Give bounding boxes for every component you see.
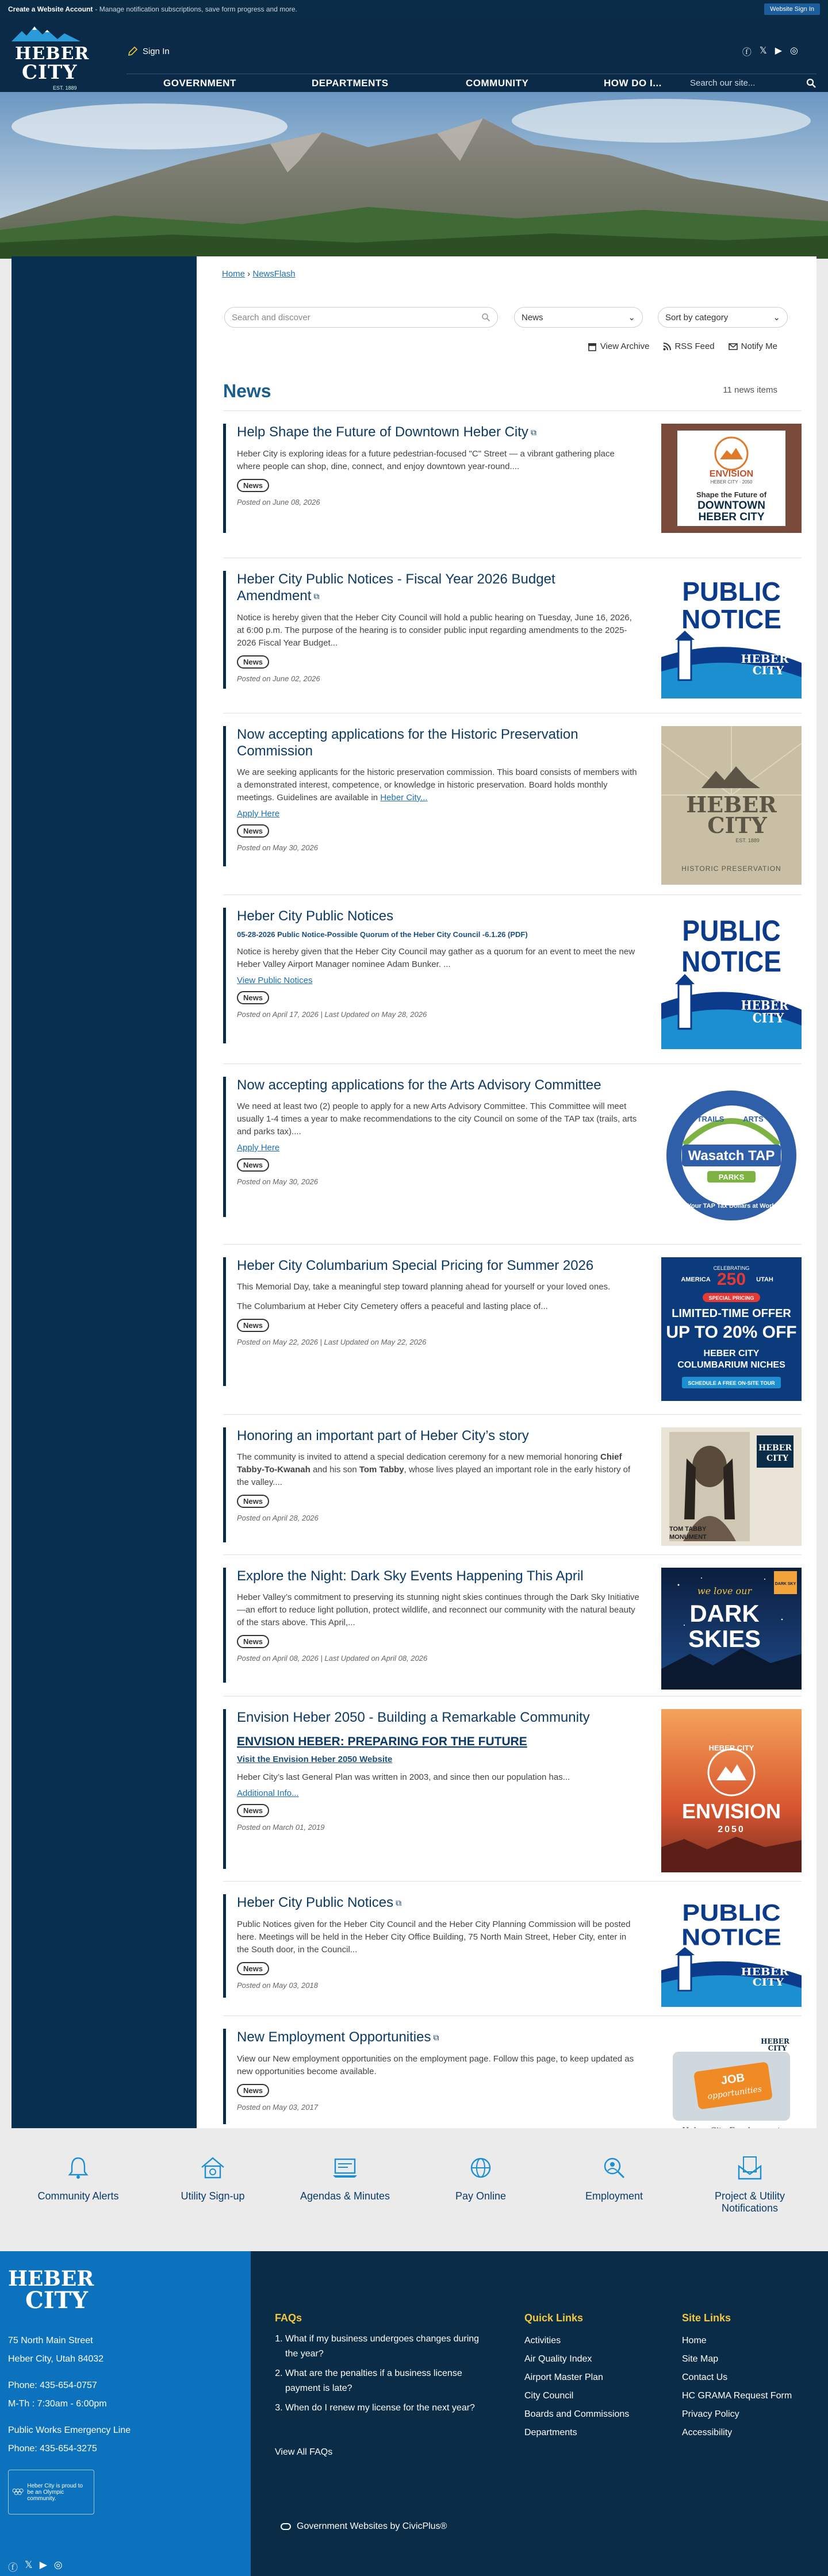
mountain-landscape-image: [0, 92, 828, 259]
news-item: [223, 1064, 802, 1244]
news-thumbnail[interactable]: [661, 1427, 802, 1546]
news-thumbnail[interactable]: [661, 424, 802, 533]
col-c3: 250: [716, 1270, 746, 1289]
news-item: [223, 895, 802, 1064]
apply-here-link[interactable]: Apply Here: [237, 1143, 280, 1153]
env-e3: 2050: [718, 1825, 745, 1834]
site-search[interactable]: [690, 78, 816, 89]
quick-link[interactable]: Departments: [524, 2428, 577, 2437]
project-utility-notifications-label: Project & Utility Notifications: [714, 2190, 785, 2214]
news-item: [223, 558, 802, 713]
nav-departments[interactable]: DEPARTMENTS: [312, 77, 389, 89]
category-select-value: News: [522, 312, 543, 323]
thumb-line-3: HEBER CITY: [698, 511, 765, 523]
env-e2: ENVISION: [681, 1799, 781, 1823]
quick-link[interactable]: Activities: [524, 2336, 561, 2345]
tabby-name-1: TOM TABBY: [669, 1526, 707, 1533]
footer-hours: M-Th : 7:30am - 6:00pm: [8, 2399, 107, 2409]
tap-main: Wasatch TAP: [688, 1148, 775, 1164]
external-link-icon: ⧉: [530, 428, 536, 437]
instagram-icon[interactable]: ◎: [790, 46, 798, 56]
news-item: [223, 1696, 802, 1881]
news-item-title-text[interactable]: New Employment Opportunities: [237, 2029, 431, 2045]
project-utility-notifications-button[interactable]: [698, 2153, 802, 2214]
col-c5: SPECIAL PRICING: [708, 1295, 754, 1301]
archive-icon: [588, 342, 597, 351]
job-j1: JOB: [720, 2071, 746, 2087]
news-tag[interactable]: News: [237, 1158, 269, 1172]
instagram-icon[interactable]: ◎: [53, 2559, 63, 2570]
item-accent-bar: [223, 1427, 226, 1542]
website-sign-in-button[interactable]: Website Sign In: [764, 3, 820, 15]
news-item-title-text[interactable]: Heber City Public Notices: [237, 1895, 394, 1910]
breadcrumb-current[interactable]: NewsFlash: [252, 269, 296, 279]
notice-line-2: NOTICE: [681, 1924, 781, 1951]
logo-est-text: EST. 1889: [53, 85, 77, 91]
nav-community[interactable]: COMMUNITY: [466, 77, 529, 89]
employment-button[interactable]: [562, 2153, 666, 2202]
thumb-brand-text: ENVISION: [709, 469, 754, 479]
site-header: [0, 18, 828, 92]
news-item: [223, 713, 802, 895]
news-thumbnail[interactable]: [661, 1709, 802, 1872]
footer-social-links: [8, 2559, 63, 2574]
news-thumbnail[interactable]: [661, 1568, 802, 1690]
col-c8: HEBER CITY: [703, 1349, 760, 1358]
youtube-icon[interactable]: ▶: [39, 2559, 47, 2570]
logo-heber-text: HEBER: [15, 44, 90, 64]
apply-here-link[interactable]: Apply Here: [237, 809, 280, 819]
posted-date: Posted on June 02, 2026: [237, 674, 320, 684]
faq-link[interactable]: 2. What are the penalties if a business license payment is late?: [285, 2366, 493, 2396]
site-link[interactable]: Accessibility: [682, 2428, 733, 2437]
posted-date: Posted on April 28, 2026: [237, 1514, 319, 1522]
bell-icon: [64, 2153, 93, 2182]
news-item-body: View our New employment opportunities on the employment page. Follow this page, to keep updated as new opportunities become available.: [237, 2054, 634, 2077]
notice-line-1: PUBLIC: [682, 915, 781, 948]
site-link[interactable]: HC GRAMA Request Form: [682, 2391, 792, 2401]
news-item-title[interactable]: Now accepting applications for the Arts Advisory Committee: [237, 1077, 601, 1093]
facebook-icon[interactable]: ⓕ: [8, 2562, 18, 2573]
wasatch-tap-image: [661, 1077, 802, 1234]
additional-info-link[interactable]: Additional Info...: [237, 1788, 299, 1798]
news-item-body: [237, 766, 639, 804]
news-tag[interactable]: News: [237, 1319, 269, 1332]
historic-preservation-image: [661, 726, 802, 885]
faqs-heading[interactable]: FAQs: [275, 2312, 302, 2324]
hp-line-2: CITY: [707, 812, 767, 838]
rss-icon: [663, 343, 671, 351]
breadcrumb-home[interactable]: Home: [222, 269, 246, 279]
olympic-text: Heber City is proud to be an Olympic community.: [27, 2482, 83, 2502]
news-item-title-text[interactable]: Heber City Public Notices - Fiscal Year 2026 Budget Amendment: [237, 571, 555, 604]
news-item-body: We need at least two (2) people to apply for a new Arts Advisory Committee. This Committee will meet usually 1-4 times a year to make recommendations to the city Council on some of the TAP tax (trails, arts and parks tax)....: [237, 1101, 637, 1137]
item-accent-bar: [223, 1709, 226, 1869]
news-item-body: Public Notices given for the Heber City Council and the Heber City Planning Commission will be posted here. Meetings will be held in the Heber City Office Building, 75 North Main Street, Heber City, enter in the South door, in the Council...: [237, 1919, 631, 1955]
news-item-title[interactable]: Honoring an important part of Heber City’s story: [237, 1428, 529, 1444]
site-links-heading[interactable]: Site Links: [682, 2312, 731, 2324]
thumb-brand-sub: HEBER CITY · 2050: [710, 479, 753, 485]
footer-faqs: [275, 2309, 493, 2462]
col-c9: COLUMBARIUM NICHES: [677, 1360, 785, 1370]
news-thumbnail[interactable]: [661, 571, 802, 698]
view-archive-link[interactable]: [588, 341, 650, 351]
news-thumbnail[interactable]: [661, 2029, 802, 2139]
public-notice-image: [661, 908, 802, 1049]
notice-city-1: HEBER: [741, 1966, 789, 1978]
external-link-icon: ⧉: [396, 1898, 402, 1908]
posted-date: Posted on April 17, 2026 | Last Updated on May 28, 2026: [237, 1010, 427, 1019]
main-content: [197, 256, 816, 2128]
community-alerts-button[interactable]: [26, 2153, 130, 2202]
notice-line-2: NOTICE: [681, 945, 781, 978]
thumb-line-2: DOWNTOWN: [697, 500, 765, 512]
news-item: [223, 2016, 802, 2128]
civicplus-credit[interactable]: [279, 2521, 447, 2532]
news-item-title[interactable]: [237, 424, 639, 441]
footer-quick-links: [524, 2309, 629, 2442]
news-count: 11 news items: [723, 385, 777, 395]
public-works-phone[interactable]: Phone: 435-654-3275: [8, 2444, 97, 2454]
col-c7: UP TO 20% OFF: [666, 1323, 797, 1342]
pay-online-button[interactable]: [429, 2153, 532, 2202]
header-social-links: [742, 45, 798, 58]
pay-online-label: Pay Online: [455, 2190, 507, 2202]
news-item-title[interactable]: Explore the Night: Dark Sky Events Happening This April: [237, 1568, 584, 1584]
news-thumbnail[interactable]: [661, 726, 802, 885]
news-thumbnail[interactable]: [661, 1257, 802, 1401]
chevron-down-icon: ⌄: [628, 313, 635, 323]
address-line-2: Heber City, Utah 84032: [8, 2354, 104, 2364]
tap-trails: TRAILS: [697, 1115, 724, 1123]
notice-line-1: PUBLIC: [682, 577, 781, 606]
site-footer: [0, 2251, 828, 2576]
posted-date: Posted on May 30, 2026: [237, 1177, 318, 1186]
news-item-body: Heber City is exploring ideas for a future pedestrian-focused "C" Street — a vibrant gathering place where people can shop, dine, connect, and enjoy downtown year-round....: [237, 449, 615, 472]
hp-est: EST. 1889: [735, 838, 760, 843]
civicplus-logo-icon: [279, 2523, 292, 2531]
account-bar-description: - Manage notification subscriptions, save form progress and more.: [95, 5, 297, 13]
page-wrapper: [12, 256, 816, 2128]
news-item-body: [237, 1451, 639, 1489]
news-item-title[interactable]: Heber City Public Notices: [237, 908, 394, 924]
globe-icon: [466, 2153, 495, 2182]
posted-date: Posted on May 03, 2018: [237, 1981, 318, 1990]
guidelines-link[interactable]: Heber City...: [380, 793, 428, 803]
body-part-a: The community is invited to attend a special dedication ceremony for a new memorial honoring: [237, 1452, 600, 1462]
tom-tabby-monument-image: [661, 1427, 802, 1546]
news-tag[interactable]: News: [237, 824, 269, 838]
site-link[interactable]: Privacy Policy: [682, 2409, 739, 2419]
tap-parks: PARKS: [718, 1173, 745, 1181]
view-public-notices-link[interactable]: View Public Notices: [237, 976, 313, 985]
public-notice-pdf-link[interactable]: 05-28-2026 Public Notice-Possible Quorum of the Heber City Council -6.1.26 (PDF): [237, 930, 528, 939]
tom-tabby-name: Tom Tabby: [359, 1465, 404, 1475]
news-tools: [588, 341, 777, 351]
notice-city-1: HEBER: [741, 652, 789, 666]
col-c10: SCHEDULE A FREE ON-SITE TOUR: [688, 1380, 775, 1386]
posted-date: Posted on May 30, 2026: [237, 843, 318, 852]
col-c4: UTAH: [756, 1276, 773, 1283]
view-archive-label: View Archive: [600, 341, 650, 351]
breadcrumb: [222, 269, 296, 279]
notice-line-1: PUBLIC: [682, 1900, 781, 1926]
olympic-rings-icon: [12, 2483, 24, 2501]
rss-feed-link[interactable]: [663, 341, 714, 351]
account-bar: [0, 0, 828, 18]
public-works-label: Public Works Emergency Line: [8, 2425, 131, 2435]
news-thumbnail[interactable]: [661, 908, 802, 1049]
notice-city-2: CITY: [752, 1976, 784, 1988]
envision-heading-link[interactable]: ENVISION HEBER: PREPARING FOR THE FUTURE: [237, 1735, 527, 1748]
col-c6: LIMITED-TIME OFFER: [672, 1307, 791, 1320]
col-c2: AMERICA: [681, 1276, 711, 1283]
news-item-body: This Memorial Day, take a meaningful step toward planning ahead for yourself or your loved ones.: [237, 1282, 611, 1292]
posted-date: Posted on May 22, 2026 | Last Updated on May 22, 2026: [237, 1338, 427, 1346]
footer-contact: [0, 2251, 251, 2576]
env-e1: HEBER CITY: [708, 1744, 754, 1752]
notify-icon: [729, 342, 738, 351]
public-notice-image: [661, 1894, 802, 2007]
sign-in-label: Sign In: [143, 46, 170, 56]
job-j2: opportunities: [707, 2084, 763, 2102]
news-search-placeholder: Search and discover: [232, 312, 310, 323]
view-all-faqs-link[interactable]: View All FAQs: [275, 2447, 333, 2457]
nav-government[interactable]: GOVERNMENT: [163, 77, 236, 89]
x-twitter-icon[interactable]: 𝕏: [759, 46, 767, 56]
address-line-1: 75 North Main Street: [8, 2336, 93, 2345]
footer-logo[interactable]: [8, 2268, 243, 2312]
dark-skies-image: [661, 1568, 802, 1690]
news-item: [223, 410, 802, 558]
notify-me-link[interactable]: [729, 341, 777, 351]
item-accent-bar: [223, 424, 226, 533]
sort-select[interactable]: [658, 307, 788, 328]
laptop-icon: [331, 2153, 359, 2182]
footer-site-links: [682, 2309, 792, 2442]
youtube-icon[interactable]: ▶: [775, 46, 783, 56]
job-opportunities-image: [661, 2029, 802, 2139]
hp-sub: HISTORIC PRESERVATION: [681, 865, 781, 873]
news-item: [223, 1414, 802, 1554]
notice-city-1: HEBER: [758, 1444, 792, 1453]
mountain-logo-icon: [12, 25, 80, 43]
news-thumbnail[interactable]: [661, 1077, 802, 1234]
footer-phone[interactable]: Phone: 435-654-0757: [8, 2381, 97, 2390]
main-nav: [126, 74, 816, 92]
news-tag[interactable]: News: [237, 991, 269, 1004]
downtown-heber-image: [661, 424, 802, 533]
logo-city-text: CITY: [22, 61, 78, 84]
olympic-badge: [8, 2470, 94, 2514]
chevron-down-icon: ⌄: [773, 313, 780, 323]
notice-city-2: CITY: [752, 663, 784, 677]
quick-access-bar: [0, 2128, 828, 2251]
notice-city-1: HEBER: [741, 997, 789, 1013]
faq-link[interactable]: 1. What if my business undergoes changes during the year?: [285, 2332, 493, 2362]
magnifier-person-icon: [600, 2153, 628, 2182]
sign-in-link[interactable]: [128, 46, 170, 56]
news-item: [223, 1881, 802, 2016]
heber-city-logo[interactable]: [12, 25, 90, 91]
notice-line-2: NOTICE: [681, 604, 781, 634]
item-accent-bar: [223, 1894, 226, 1998]
news-heading: News: [223, 381, 271, 401]
news-item-body-text: We are seeking applicants for the historic preservation commission. This board consists of members with a demonstrated interest, competence, or knowledge in historic preservation. Board holds monthly meetings. Guidelines are available in: [237, 767, 637, 803]
quick-links-heading[interactable]: Quick Links: [524, 2312, 584, 2324]
site-search-input[interactable]: Search our site...: [690, 78, 756, 88]
notice-city-2: CITY: [766, 1454, 789, 1463]
news-tag[interactable]: News: [237, 479, 269, 492]
news-tag[interactable]: News: [237, 1962, 269, 1975]
footer-logo-city: CITY: [25, 2287, 88, 2314]
footer-address: [8, 2332, 243, 2458]
notify-me-label: Notify Me: [741, 341, 777, 351]
quick-link[interactable]: City Council: [524, 2391, 574, 2401]
news-tag[interactable]: News: [237, 1495, 269, 1508]
posted-date: Posted on May 03, 2017: [237, 2103, 318, 2112]
category-select[interactable]: [514, 307, 643, 328]
quick-link[interactable]: Boards and Commissions: [524, 2409, 630, 2419]
news-item-title-text[interactable]: Help Shape the Future of Downtown Heber City: [237, 424, 528, 440]
item-accent-bar: [223, 1568, 226, 1683]
news-item-title[interactable]: [237, 1894, 639, 1911]
rss-feed-label: RSS Feed: [674, 341, 715, 351]
news-item-body-2: The Columbarium at Heber City Cemetery offers a peaceful and lasting place of...: [237, 1302, 548, 1311]
news-item-title[interactable]: [237, 571, 639, 605]
news-item: [223, 1244, 802, 1414]
item-accent-bar: [223, 908, 226, 1043]
dark-d3: SKIES: [688, 1625, 761, 1652]
x-twitter-icon[interactable]: 𝕏: [25, 2559, 33, 2570]
footer-logo-heber: HEBER: [8, 2267, 94, 2291]
news-item-title[interactable]: [237, 2029, 639, 2046]
dark-badge: DARK SKY: [775, 1582, 796, 1586]
body-part-b: and his son: [310, 1465, 359, 1475]
hero-banner: [0, 92, 828, 259]
item-accent-bar: [223, 1257, 226, 1386]
posted-date: Posted on March 01, 2019: [237, 1823, 325, 1832]
col-c1: CELEBRATING: [713, 1265, 750, 1271]
body-part-c: , whose lives played an important role in the early history of the valley....: [237, 1465, 631, 1487]
create-account-link[interactable]: Create a Website Account: [8, 5, 93, 13]
news-thumbnail[interactable]: [661, 1894, 802, 2007]
news-item-body: Heber Valley’s commitment to preserving its stunning night skies continues through the Dark Sky Initiative—an effort to reduce light pollution, protect wildlife, and reconnect our community with the natural beauty of the stars above. This April,...: [237, 1592, 639, 1627]
thumb-line-1: Shape the Future of: [696, 490, 767, 499]
civicplus-text: Government Websites by CivicPlus®: [297, 2521, 447, 2531]
news-item-title[interactable]: Heber City Columbarium Special Pricing for Summer 2026: [237, 1258, 594, 1273]
utility-sign-up-button[interactable]: [161, 2153, 264, 2202]
breadcrumb-separator: ›: [245, 269, 253, 279]
item-accent-bar: [223, 2029, 226, 2124]
external-link-icon: ⧉: [313, 592, 320, 601]
tap-ring: Your TAP Tax Dollars at Work: [687, 1203, 776, 1210]
news-item-body: Notice is hereby given that the Heber City Council may gather as a quorum for an event to meet the new Heber Valley Airport Manager nominee Adam Bunker. ...: [237, 947, 635, 969]
employment-label: Employment: [585, 2190, 643, 2202]
tap-arts: ARTS: [743, 1115, 764, 1123]
facebook-icon[interactable]: ⓕ: [742, 48, 752, 57]
dark-d2: DARK: [689, 1600, 760, 1627]
public-notice-image: [661, 571, 802, 698]
notice-city-2: CITY: [752, 1010, 784, 1026]
tabby-name-2: MONUMENT: [669, 1534, 707, 1541]
item-accent-bar: [223, 1077, 226, 1217]
news-search-input[interactable]: [224, 307, 498, 328]
utility-sign-up-label: Utility Sign-up: [181, 2190, 245, 2202]
chief-name: Chief Tabby-To-Kwanah: [237, 1452, 622, 1475]
sort-select-value: Sort by category: [665, 312, 729, 323]
agendas-minutes-label: Agendas & Minutes: [300, 2190, 390, 2202]
quick-link[interactable]: Air Quality Index: [524, 2354, 592, 2364]
posted-date: Posted on June 08, 2026: [237, 498, 320, 507]
posted-date: Posted on April 08, 2026 | Last Updated on April 08, 2026: [237, 1654, 428, 1663]
notice-city-1: HEBER: [761, 2037, 789, 2045]
agendas-minutes-button[interactable]: [293, 2153, 397, 2202]
envision-heber-image: [661, 1709, 802, 1872]
search-icon[interactable]: [481, 313, 490, 322]
news-item-body: Heber City’s last General Plan was written in 2003, and since then our population has...: [237, 1772, 570, 1782]
columbarium-offer-image: [661, 1257, 802, 1401]
news-item-title[interactable]: Now accepting applications for the Historic Preservation Commission: [237, 727, 578, 759]
left-sidebar: [12, 256, 197, 2128]
community-alerts-label: Community Alerts: [37, 2190, 119, 2202]
site-link[interactable]: Contact Us: [682, 2372, 728, 2382]
site-link[interactable]: Site Map: [682, 2354, 719, 2364]
notice-city-2: CITY: [768, 2044, 787, 2052]
envision-website-link[interactable]: Visit the Envision Heber 2050 Website: [237, 1755, 393, 1764]
news-tag[interactable]: News: [237, 1804, 269, 1817]
house-icon: [198, 2153, 227, 2182]
news-tag[interactable]: News: [237, 1635, 269, 1648]
pencil-icon: [128, 46, 138, 56]
site-link[interactable]: Home: [682, 2336, 707, 2345]
item-accent-bar: [223, 571, 226, 689]
nav-how-do-i[interactable]: HOW DO I...: [604, 77, 662, 89]
dark-d1: we love our: [697, 1585, 752, 1596]
news-tag[interactable]: News: [237, 655, 269, 669]
external-link-icon: ⧉: [433, 2033, 439, 2043]
news-tag[interactable]: News: [237, 2084, 269, 2097]
faq-link[interactable]: 3. When do I renew my license for the next year?: [285, 2401, 493, 2416]
mail-document-icon: [735, 2153, 764, 2182]
search-icon[interactable]: [806, 78, 816, 89]
news-item-body: Notice is hereby given that the Heber City Council will hold a public hearing on Tuesday, June 16, 2026, at 6:00 p.m. The purpose of the hearing is to consider public input regarding amendments to the 2025-2026 Fiscal Year Budget...: [237, 613, 632, 648]
news-item-title[interactable]: Envision Heber 2050 - Building a Remarkable Community: [237, 1710, 590, 1725]
quick-link[interactable]: Airport Master Plan: [524, 2372, 603, 2382]
news-item: [223, 1554, 802, 1696]
hp-line-1: HEBER: [686, 792, 777, 817]
item-accent-bar: [223, 726, 226, 866]
